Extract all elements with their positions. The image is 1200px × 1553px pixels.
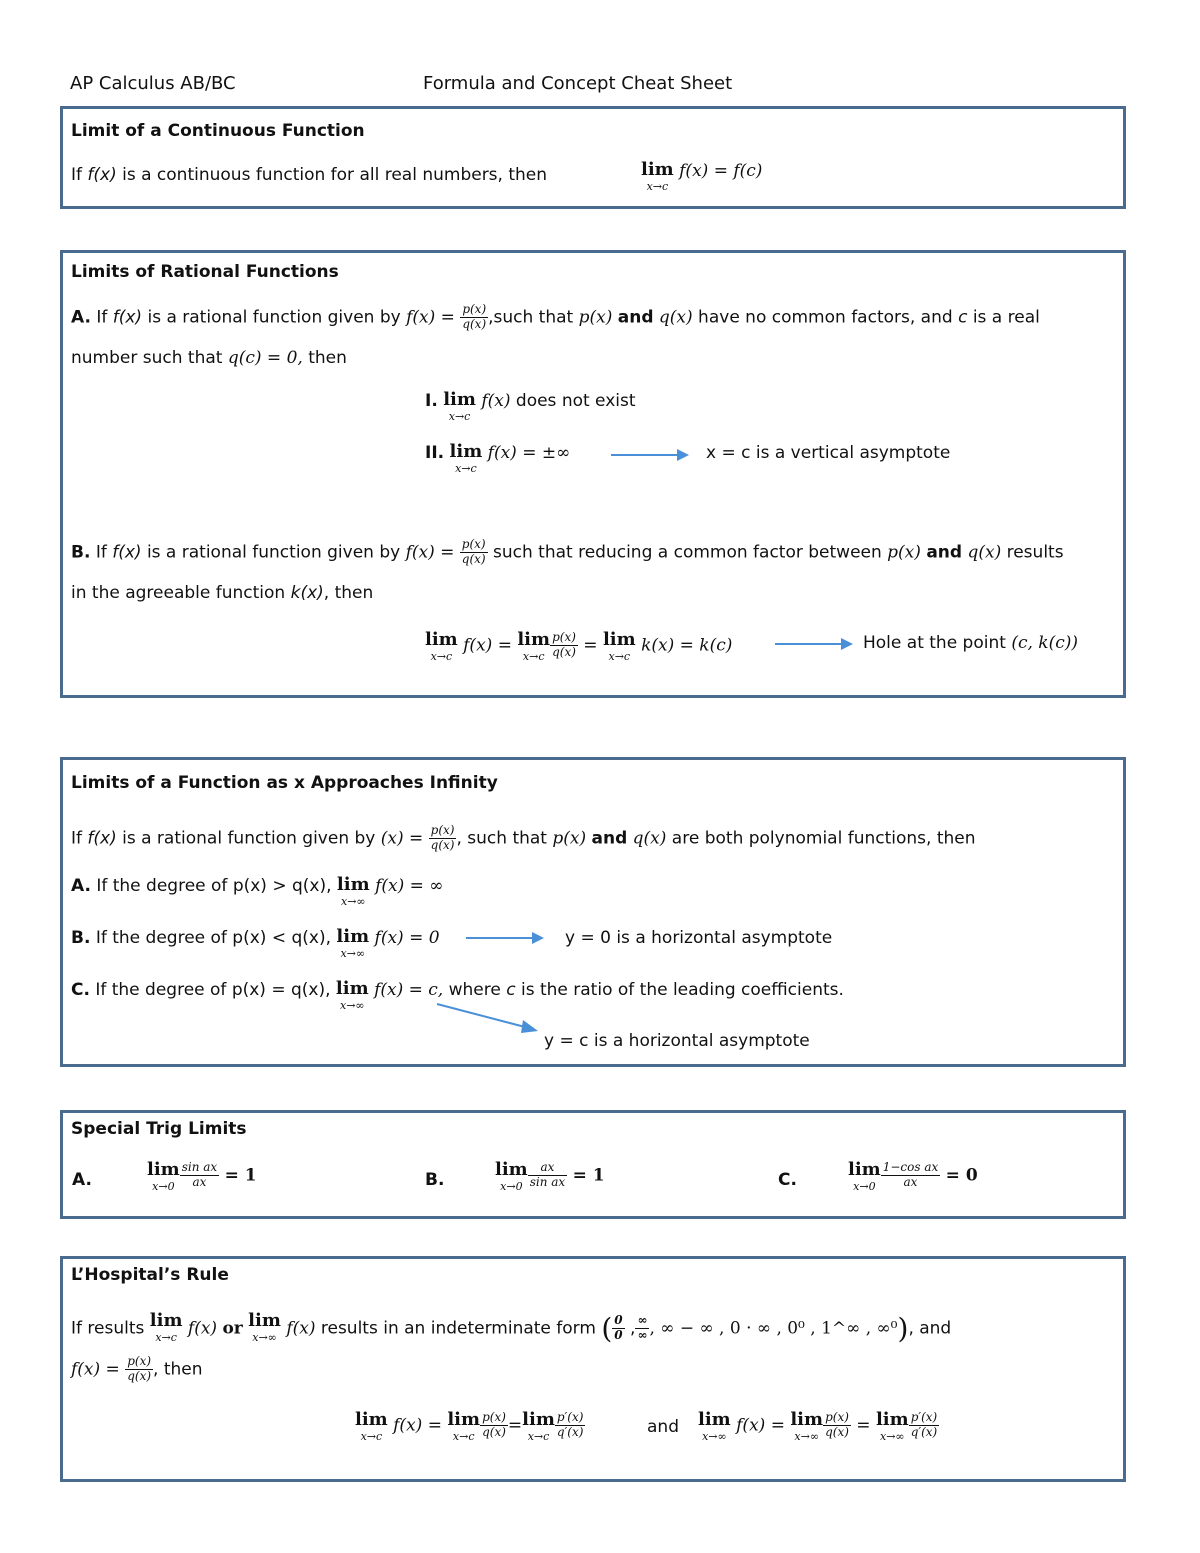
- continuous-formula: lim x→c f(x) = f(c): [641, 159, 763, 193]
- trig-limits-box: [60, 1110, 1126, 1219]
- section-title: Limits of Rational Functions: [71, 262, 339, 282]
- section-title: L’Hospital’s Rule: [71, 1265, 229, 1285]
- horizontal-asymptote-zero: y = 0 is a horizontal asymptote: [565, 928, 833, 948]
- continuous-limit-box: [60, 106, 1126, 209]
- rational-case-i: I. lim x→c f(x) does not exist: [425, 389, 636, 423]
- rational-b-statement: B. If f(x) is a rational function given by f(x) = $\frac{p(x)}{q(x)}$ such that reducing a common factor between p(x) and q(x) results: [71, 537, 1064, 566]
- vertical-asymptote-result: x = c is a vertical asymptote: [706, 443, 951, 463]
- infinity-case-c: C. If the degree of p(x) = q(x), lim x→∞ f(x) = c, where c is the ratio of the leading coefficients.: [71, 978, 844, 1012]
- lhopital-formula-inf: lim x→∞ f(x) = lim x→∞ $\frac{p(x)}{q(x)}$ = lim x→∞ $\frac{p'(x)}{q'(x)}$: [698, 1409, 938, 1443]
- rational-a-statement: A. If f(x) is a rational function given by f(x) = $\frac{p(x)}{q(x)}$ ,such that p(x) and q(x) have no common factors, and c is a real: [71, 302, 1040, 331]
- lhopital-box: [60, 1256, 1126, 1482]
- section-title: Limits of a Function as x Approaches Infinity: [71, 773, 498, 793]
- lhopital-formula-c: lim x→c f(x) = lim x→c $\frac{p(x)}{q(x)}$ =lim x→c $\frac{p'(x)}{q'(x)}$: [355, 1409, 584, 1443]
- trig-a-formula: lim x→0 $\frac{\text{sin ax}}{ax}$ = 1: [147, 1159, 257, 1193]
- trig-c-formula: lim x→0 $\frac{\text{1−cos ax}}{ax}$ = 0: [848, 1159, 978, 1193]
- course-title: AP Calculus AB/BC: [70, 73, 236, 94]
- infinity-case-b: B. If the degree of p(x) < q(x), lim x→∞ f(x) = 0: [71, 926, 440, 960]
- infinity-intro: If f(x) is a rational function given by (x) = $\frac{p(x)}{q(x)}$ , such that p(x) and q(x) are both polynomial functions, then: [71, 823, 976, 852]
- arrow-icon: [435, 1000, 545, 1040]
- section-title: Limit of a Continuous Function: [71, 121, 365, 141]
- arrow-icon: [775, 634, 855, 654]
- rational-limits-box: [60, 250, 1126, 698]
- rational-a-line2: number such that q(c) = 0, then: [71, 348, 347, 368]
- section-title: Special Trig Limits: [71, 1119, 247, 1139]
- sheet-title: Formula and Concept Cheat Sheet: [423, 73, 733, 94]
- rational-b-line2: in the agreeable function k(x), then: [71, 583, 374, 603]
- continuous-statement: If f(x) is a continuous function for all real numbers, then: [71, 165, 548, 185]
- lhopital-line2: f(x) = $\frac{p(x)}{q(x)}$ , then: [71, 1354, 203, 1383]
- lim-operator: lim x→c: [641, 159, 674, 193]
- trig-b-formula: lim x→0 $\frac{ax}{\text{sin ax}}$ = 1: [495, 1159, 605, 1193]
- trig-c-label: C.: [778, 1170, 797, 1190]
- rational-case-ii: II. lim x→c f(x) = ±∞: [425, 441, 571, 475]
- arrow-icon: [466, 928, 546, 948]
- infinity-limits-box: [60, 757, 1126, 1067]
- and-word: and: [647, 1417, 679, 1437]
- hole-result: Hole at the point (c, k(c)): [863, 633, 1079, 653]
- rational-b-formula: lim x→c f(x) = lim x→c $\frac{p(x)}{q(x)}$ = lim x→c k(x) = k(c): [425, 629, 733, 663]
- arrow-icon: [611, 445, 691, 465]
- trig-b-label: B.: [425, 1170, 445, 1190]
- trig-a-label: A.: [72, 1170, 92, 1190]
- lhopital-statement: If results lim x→c f(x) or lim x→∞ f(x) results in an indeterminate form ( $\frac{0}{0}$ , $\frac{\infty}{\infty}$ , ∞ − ∞ , 0 · ∞ , 0⁰ , 1^∞ , ∞⁰), and: [71, 1310, 952, 1345]
- horizontal-asymptote-c: y = c is a horizontal asymptote: [544, 1031, 810, 1051]
- infinity-case-a: A. If the degree of p(x) > q(x), lim x→∞ f(x) = ∞: [71, 874, 444, 908]
